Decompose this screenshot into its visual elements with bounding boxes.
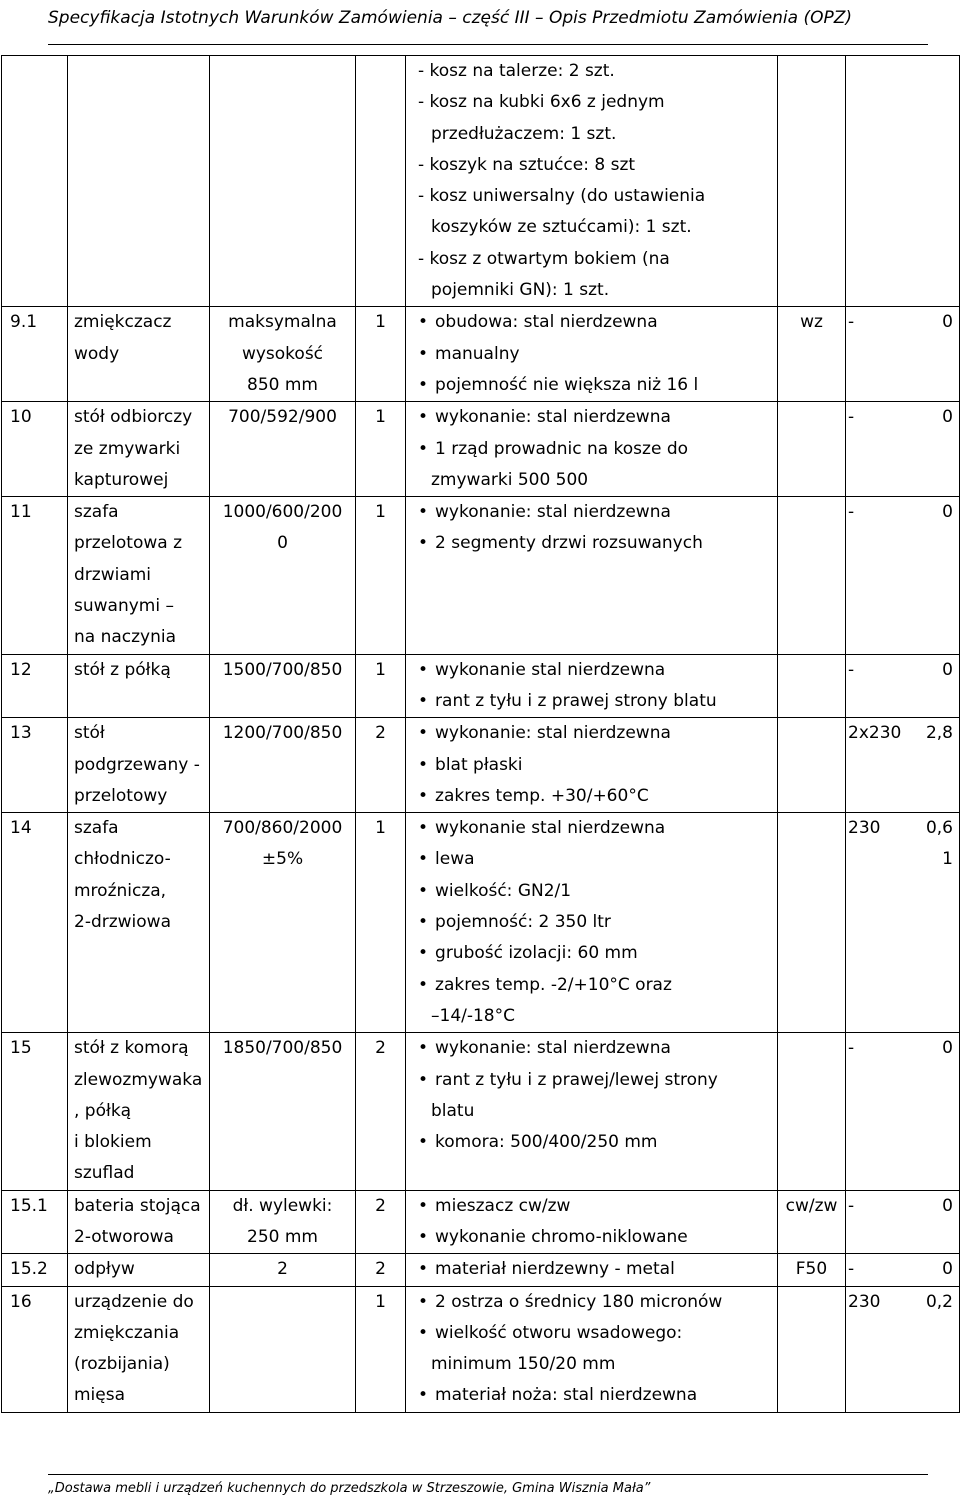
dimensions-line: 250 mm	[247, 1226, 318, 1247]
dimensions-line: 700/860/2000	[222, 818, 343, 839]
quantity: 2	[375, 1038, 386, 1059]
dimensions-line: 700/592/900	[228, 407, 337, 428]
item-number: 12	[10, 659, 32, 680]
description-cell	[406, 1286, 778, 1412]
item-name-line: (rozbijania)	[74, 1354, 170, 1375]
item-name-line: zmiękczania	[74, 1322, 180, 1343]
item-name-line: na naczynia	[74, 627, 177, 648]
connection-cell	[778, 402, 846, 497]
item-name-line: szafa	[74, 818, 119, 839]
dimensions-line: 0	[277, 533, 288, 554]
description-continuation: zmywarki 500 500	[431, 469, 589, 490]
connection-cell	[778, 307, 846, 402]
description-bullet: • 2 ostrza o średnicy 180 micronów	[418, 1287, 777, 1318]
voltage: -	[848, 407, 855, 428]
item-name-line: podgrzewany -	[74, 754, 200, 775]
item-number-cell	[2, 1190, 68, 1254]
voltage: 2x230	[848, 723, 902, 744]
description-bullet: • komora: 500/400/250 mm	[418, 1127, 777, 1158]
continuation-cell	[406, 56, 778, 307]
item-name-line: drzwiami	[74, 564, 152, 585]
item-name-line: przelotowa z	[74, 533, 183, 554]
item-name-line: chłodniczo-	[74, 849, 171, 870]
quantity-cell	[356, 402, 406, 497]
continuation-line: koszyków ze sztućcami): 1 szt.	[431, 217, 692, 238]
connection-cell	[778, 1033, 846, 1190]
voltage: 230	[848, 818, 881, 839]
description-bullet: • wykonanie: stal nierdzewna	[418, 718, 777, 749]
dimensions-cell	[210, 402, 356, 497]
power-kw-value: 0	[942, 1259, 953, 1280]
power-cell	[846, 1190, 960, 1254]
item-name-cell	[68, 813, 210, 1033]
item-name-line: 2-drzwiowa	[74, 912, 172, 933]
power-cell	[846, 813, 960, 1033]
power-kw-value: 0,6	[925, 818, 953, 839]
item-number: 15	[10, 1038, 32, 1059]
continuation-line: - kosz z otwartym bokiem (na	[418, 248, 670, 269]
item-name-line: stół z półką	[74, 659, 171, 680]
description-cell	[406, 497, 778, 654]
item-name-line: mięsa	[74, 1385, 126, 1406]
description-bullet: • zakres temp. +30/+60°C	[418, 781, 777, 812]
item-name-line: urządzenie do	[74, 1291, 194, 1312]
item-name-line: zmiękczacz	[74, 312, 172, 333]
item-name-cell	[68, 1190, 210, 1254]
table-row	[2, 402, 960, 497]
description-cell	[406, 813, 778, 1033]
dimensions-line: maksymalna	[228, 312, 337, 333]
power-cell	[846, 718, 960, 813]
description-bullet: • manualny	[418, 339, 777, 370]
item-name-line: mroźnicza,	[74, 880, 167, 901]
description-continuation: blatu	[431, 1100, 475, 1121]
item-name-line: wody	[74, 343, 120, 364]
item-number: 11	[10, 502, 32, 523]
description-bullet: • wykonanie stal nierdzewna	[418, 655, 777, 686]
footer-text: „Dostawa mebli i urządzeń kuchennych do przedszkola w Strzeszowie, Gmina Wisznia Mała”	[48, 1481, 651, 1496]
table-row	[2, 1190, 960, 1254]
item-name-cell	[68, 1254, 210, 1286]
continuation-line: pojemniki GN): 1 szt.	[431, 280, 610, 301]
quantity-cell	[356, 813, 406, 1033]
connection: F50	[795, 1259, 828, 1280]
dimensions-cell	[210, 718, 356, 813]
item-name-cell	[68, 1033, 210, 1190]
dimensions-cell	[210, 1033, 356, 1190]
power-kw	[942, 402, 953, 433]
description-cell	[406, 718, 778, 813]
description-bullet: • pojemność: 2 350 ltr	[418, 907, 777, 938]
quantity: 1	[375, 502, 386, 523]
power-kw	[926, 718, 953, 749]
description-bullet: • blat płaski	[418, 750, 777, 781]
table-row	[2, 1286, 960, 1412]
item-name-line: zlewozmywaka	[74, 1069, 203, 1090]
dimensions-line: ±5%	[261, 849, 304, 870]
dimensions-line: 1850/700/850	[222, 1038, 343, 1059]
dimensions-line: 2	[277, 1259, 288, 1280]
item-number-cell	[2, 1286, 68, 1412]
voltage: -	[848, 1195, 855, 1216]
dimensions-cell	[210, 307, 356, 402]
quantity: 2	[375, 1195, 386, 1216]
dimensions-line: dł. wylewki:	[232, 1195, 333, 1216]
power-cell	[846, 1286, 960, 1412]
power-cell	[846, 497, 960, 654]
power-values	[846, 1254, 959, 1285]
power-kw	[926, 1287, 953, 1318]
continuation-line: - kosz uniwersalny (do ustawienia	[418, 186, 706, 207]
table-row	[2, 654, 960, 718]
dimensions-line: 1500/700/850	[222, 659, 343, 680]
table-row	[2, 1033, 960, 1190]
voltage: -	[848, 502, 855, 523]
power-values	[846, 813, 959, 876]
table-row	[2, 307, 960, 402]
power-values	[846, 1191, 959, 1222]
quantity: 2	[375, 1259, 386, 1280]
voltage: 230	[848, 1291, 881, 1312]
description-cell	[406, 654, 778, 718]
description-bullet: • wykonanie: stal nierdzewna	[418, 1033, 777, 1064]
document-header	[48, 0, 928, 45]
item-number-cell	[2, 497, 68, 654]
item-name-line: , półką	[74, 1100, 132, 1121]
quantity-cell	[356, 718, 406, 813]
description-bullet: • wielkość otworu wsadowego:	[418, 1318, 777, 1349]
connection-cell	[778, 497, 846, 654]
item-name-cell	[68, 497, 210, 654]
item-number: 15.1	[10, 1195, 48, 1216]
power-kw-value: 0	[942, 502, 953, 523]
power-kw	[942, 655, 953, 686]
description-bullet: • materiał nierdzewny - metal	[418, 1254, 777, 1285]
description-cell	[406, 402, 778, 497]
item-name-cell	[68, 1286, 210, 1412]
quantity-cell	[356, 1286, 406, 1412]
description-bullet: • 1 rząd prowadnic na kosze do	[418, 434, 777, 465]
power-kw-value: 1	[942, 849, 953, 870]
power-values	[846, 718, 959, 749]
power-kw-value: 0	[942, 312, 953, 333]
item-name-line: stół odbiorczy	[74, 407, 193, 428]
quantity-cell	[356, 307, 406, 402]
description-cell	[406, 307, 778, 402]
item-number: 15.2	[10, 1259, 48, 1280]
quantity-cell	[356, 654, 406, 718]
power-values	[846, 1287, 959, 1318]
power-kw-value: 0	[942, 1195, 953, 1216]
item-number-cell	[2, 654, 68, 718]
item-name-cell	[68, 307, 210, 402]
item-number-cell	[2, 718, 68, 813]
voltage: -	[848, 659, 855, 680]
item-name-line: 2-otworowa	[74, 1226, 174, 1247]
item-name-line: szuflad	[74, 1163, 135, 1184]
voltage: -	[848, 1038, 855, 1059]
description-bullet: • rant z tyłu i z prawej strony blatu	[418, 686, 777, 717]
item-number-cell	[2, 1254, 68, 1286]
table-row-continuation	[2, 56, 960, 307]
description-bullet: • rant z tyłu i z prawej/lewej strony	[418, 1065, 777, 1096]
power-kw-value: 0	[942, 407, 953, 428]
connection-cell	[778, 718, 846, 813]
power-kw	[942, 497, 953, 528]
quantity: 1	[375, 312, 386, 333]
item-name-line: przelotowy	[74, 785, 168, 806]
item-number: 14	[10, 818, 32, 839]
item-number: 13	[10, 723, 32, 744]
connection-cell	[778, 1286, 846, 1412]
quantity-cell	[356, 1033, 406, 1190]
power-cell	[846, 1033, 960, 1190]
description-continuation: –14/-18°C	[431, 1005, 515, 1026]
description-bullet: • lewa	[418, 844, 777, 875]
quantity: 1	[375, 659, 386, 680]
power-kw	[942, 1033, 953, 1064]
item-name-line: bateria stojąca	[74, 1195, 201, 1216]
table-row	[2, 1254, 960, 1286]
item-number-cell	[2, 1033, 68, 1190]
document-footer	[48, 1474, 928, 1496]
item-number-cell	[2, 813, 68, 1033]
power-values	[846, 307, 959, 338]
description-continuation: minimum 150/20 mm	[431, 1354, 616, 1375]
description-bullet: • materiał noża: stal nierdzewna	[418, 1380, 777, 1411]
continuation-line: - koszyk na sztućce: 8 szt	[418, 154, 636, 175]
power-kw-value: 0	[942, 659, 953, 680]
description-bullet: • wykonanie: stal nierdzewna	[418, 497, 777, 528]
power-cell	[846, 402, 960, 497]
connection-cell	[778, 813, 846, 1033]
power-cell	[846, 1254, 960, 1286]
continuation-line: przedłużaczem: 1 szt.	[431, 123, 617, 144]
dimensions-line: 1200/700/850	[222, 723, 343, 744]
table-row	[2, 813, 960, 1033]
item-name-line: suwanymi –	[74, 596, 174, 617]
description-bullet: • obudowa: stal nierdzewna	[418, 307, 777, 338]
power-values	[846, 1033, 959, 1064]
power-cell	[846, 654, 960, 718]
quantity-cell	[356, 1254, 406, 1286]
item-name-line: ze zmywarki	[74, 438, 181, 459]
connection-cell	[778, 1190, 846, 1254]
power-values	[846, 497, 959, 528]
description-cell	[406, 1190, 778, 1254]
item-number-cell	[2, 307, 68, 402]
quantity: 1	[375, 407, 386, 428]
dimensions-line: wysokość	[241, 343, 324, 364]
dimensions-line: 1000/600/200	[222, 502, 343, 523]
description-bullet: • 2 segmenty drzwi rozsuwanych	[418, 528, 777, 559]
item-number: 9.1	[10, 312, 38, 333]
power-kw-value: 0,2	[925, 1291, 953, 1312]
item-number-cell	[2, 402, 68, 497]
quantity: 1	[375, 1291, 386, 1312]
dimensions-cell	[210, 1286, 356, 1412]
connection-cell	[778, 654, 846, 718]
power-values	[846, 655, 959, 686]
power-kw	[942, 307, 953, 338]
item-number: 10	[10, 407, 32, 428]
continuation-line: - kosz na talerze: 2 szt.	[418, 61, 615, 81]
description-bullet: • wykonanie stal nierdzewna	[418, 813, 777, 844]
dimensions-cell	[210, 813, 356, 1033]
item-number: 16	[10, 1291, 32, 1312]
description-bullet: • zakres temp. -2/+10°C oraz	[418, 970, 777, 1001]
table-row	[2, 497, 960, 654]
item-name-line: szafa	[74, 502, 119, 523]
dimensions-cell	[210, 1190, 356, 1254]
item-name-line: kapturowej	[74, 469, 169, 490]
item-name-line: stół	[74, 723, 105, 744]
description-bullet: • pojemność nie większa niż 16 l	[418, 370, 777, 401]
dimensions-cell	[210, 497, 356, 654]
quantity-cell	[356, 1190, 406, 1254]
description-bullet: • grubość izolacji: 60 mm	[418, 938, 777, 969]
connection: cw/zw	[785, 1195, 838, 1216]
description-bullet: • mieszacz cw/zw	[418, 1191, 777, 1222]
description-cell	[406, 1033, 778, 1190]
power-kw	[942, 1191, 953, 1222]
dimensions-line: 850 mm	[247, 374, 318, 395]
header-title: Specyfikacja Istotnych Warunków Zamówienia – część III – Opis Przedmiotu Zamówienia (OPZ)	[48, 8, 853, 28]
description-bullet: • wykonanie chromo-niklowane	[418, 1222, 777, 1253]
power-values	[846, 402, 959, 433]
item-name-cell	[68, 654, 210, 718]
description-bullet: • wykonanie: stal nierdzewna	[418, 402, 777, 433]
item-name-line: odpływ	[74, 1259, 135, 1280]
continuation-line: - kosz na kubki 6x6 z jednym	[418, 92, 665, 113]
quantity-cell	[356, 497, 406, 654]
dimensions-cell	[210, 1254, 356, 1286]
item-name-line: stół z komorą	[74, 1038, 189, 1059]
connection-cell	[778, 1254, 846, 1286]
specification-table	[1, 55, 960, 1413]
table-row	[2, 718, 960, 813]
item-name-cell	[68, 718, 210, 813]
item-name-cell	[68, 402, 210, 497]
power-cell	[846, 307, 960, 402]
connection: wz	[800, 312, 823, 333]
item-name-line: i blokiem	[74, 1132, 152, 1153]
power-kw-value: 0	[942, 1038, 953, 1059]
description-cell	[406, 1254, 778, 1286]
dimensions-cell	[210, 654, 356, 718]
quantity: 2	[375, 723, 386, 744]
power-kw	[926, 813, 953, 876]
quantity: 1	[375, 818, 386, 839]
power-kw	[942, 1254, 953, 1285]
description-bullet: • wielkość: GN2/1	[418, 876, 777, 907]
power-kw-value: 2,8	[925, 723, 953, 744]
voltage: -	[848, 1259, 855, 1280]
voltage: -	[848, 312, 855, 333]
